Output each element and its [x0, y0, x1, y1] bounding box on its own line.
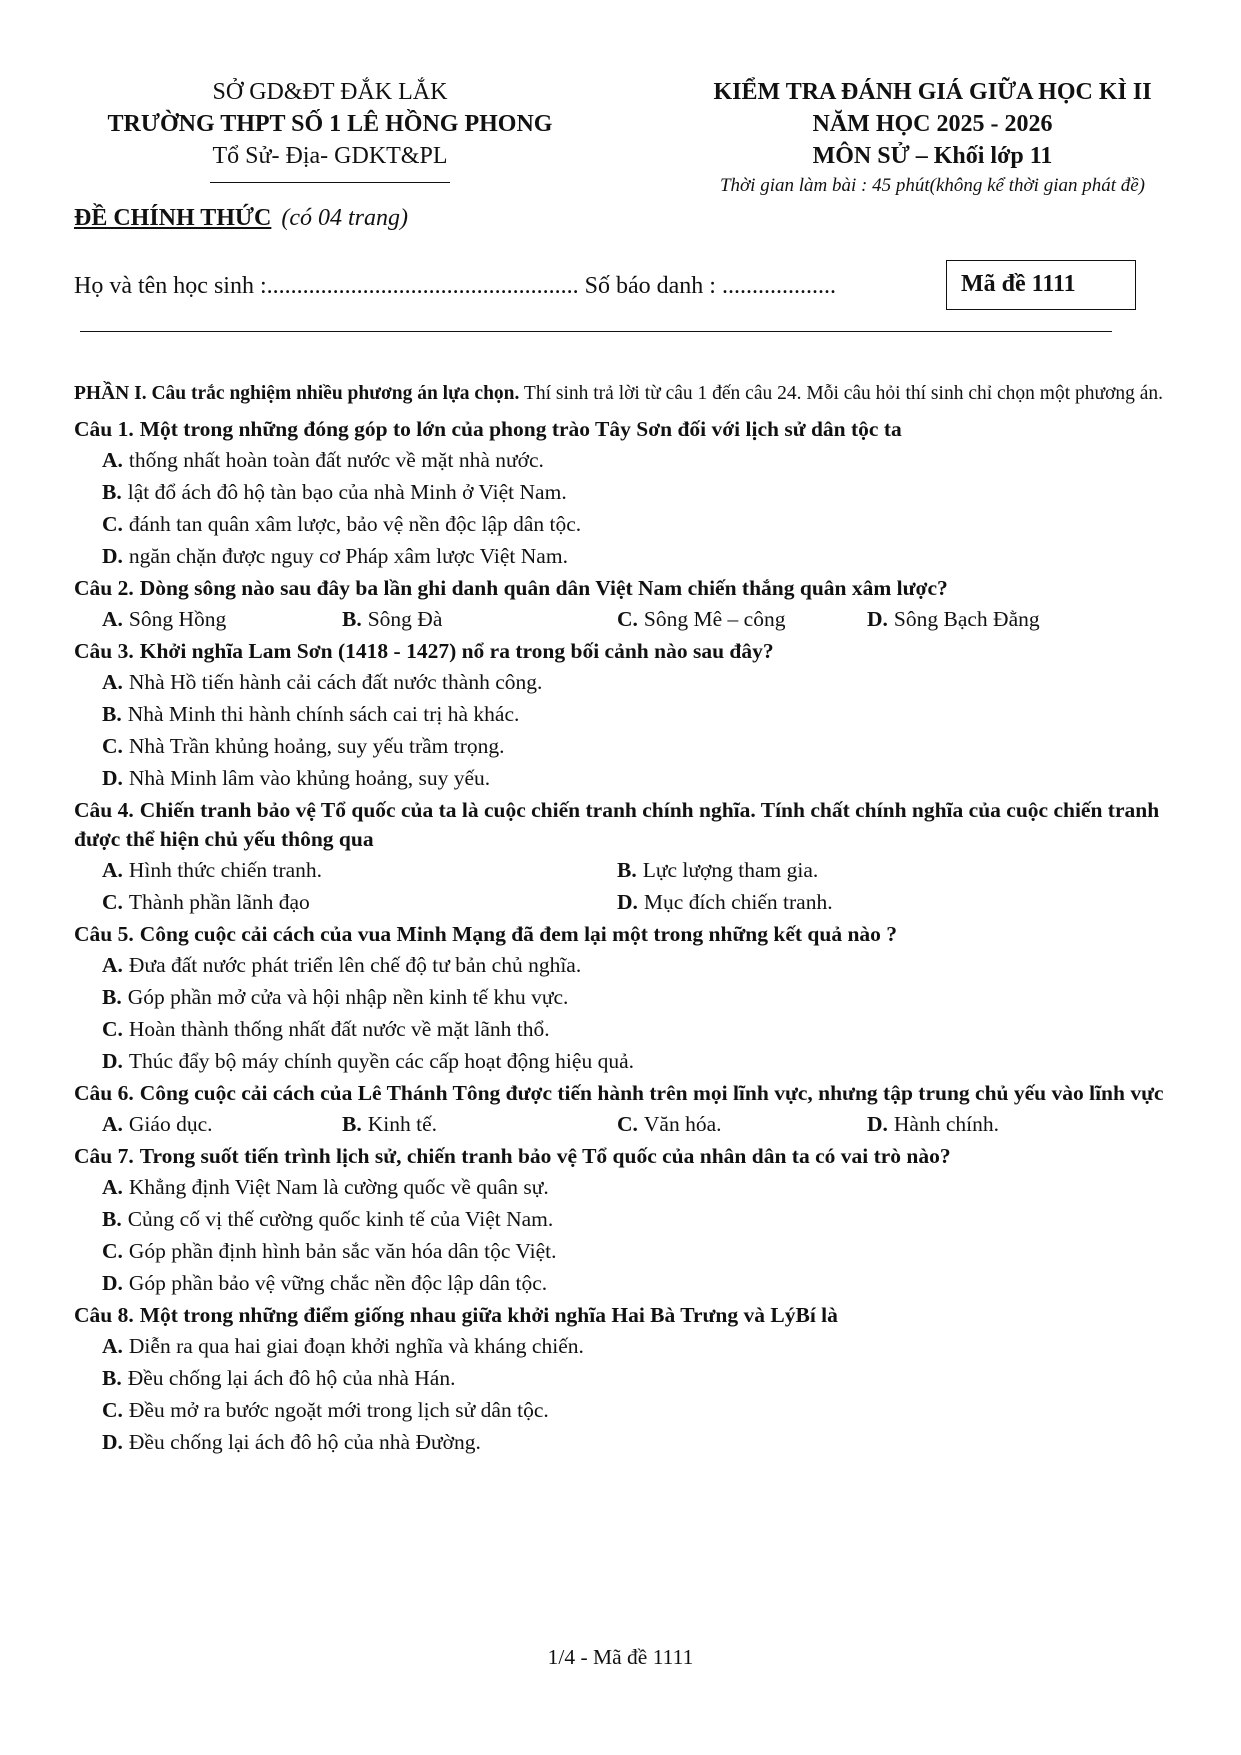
- option-d: [74, 1269, 1174, 1298]
- question-1: [74, 415, 1174, 571]
- option-text: Nhà Hồ tiến hành cải cách đất nước thành công.: [128, 670, 543, 694]
- question-number: Câu 1.: [74, 417, 134, 441]
- question-stem: [74, 415, 1174, 444]
- option-a: [74, 1173, 1174, 1202]
- option-key: A.: [102, 858, 123, 882]
- option-c: [74, 1015, 1174, 1044]
- question-text: Một trong những đóng góp to lớn của phong trào Tây Sơn đối với lịch sử dân tộc ta: [139, 417, 902, 441]
- option-c: [617, 605, 867, 634]
- option-text: Củng cố vị thế cường quốc kinh tế của Việt Nam.: [127, 1207, 554, 1231]
- option-text: Kinh tế.: [367, 1112, 437, 1136]
- student-info-line: Họ và tên học sinh :.................................................... Số báo danh : ...................: [74, 273, 836, 299]
- option-c: [617, 1110, 867, 1139]
- option-text: ngăn chặn được nguy cơ Pháp xâm lược Việt Nam.: [128, 544, 568, 568]
- option-a: [74, 951, 1174, 980]
- question-number: Câu 4.: [74, 798, 134, 822]
- official-exam-label: [74, 202, 408, 234]
- header-bottom-rule: [80, 331, 1112, 332]
- option-d: [74, 764, 1174, 793]
- option-b: [342, 1110, 617, 1139]
- option-a: [74, 1332, 1174, 1361]
- option-text: Văn hóa.: [643, 1112, 722, 1136]
- option-b: [74, 478, 1174, 507]
- option-a: [102, 856, 617, 885]
- option-text: Đều chống lại ách đô hộ của nhà Hán.: [127, 1366, 456, 1390]
- subject-group: Tổ Sử- Địa- GDKT&PL: [212, 143, 448, 169]
- option-text: Sông Bạch Đằng: [893, 607, 1040, 631]
- option-text: Đều chống lại ách đô hộ của nhà Đường.: [128, 1430, 481, 1454]
- option-key: D.: [102, 1049, 123, 1073]
- option-b: [74, 1364, 1174, 1393]
- option-key: B.: [617, 858, 637, 882]
- option-key: C.: [102, 1017, 123, 1041]
- option-text: Nhà Minh lâm vào khủng hoảng, suy yếu.: [128, 766, 491, 790]
- option-text: Đều mở ra bước ngoặt mới trong lịch sử dân tộc.: [128, 1398, 549, 1422]
- option-key: A.: [102, 1112, 123, 1136]
- part-instruction-text: Thí sinh trả lời từ câu 1 đến câu 24. Mỗi câu hỏi thí sinh chỉ chọn một phương án.: [519, 383, 1164, 404]
- option-c: [74, 510, 1174, 539]
- question-text: Công cuộc cải cách của Lê Thánh Tông được tiến hành trên mọi lĩnh vực, nhưng tập trung chủ yếu vào lĩnh vực: [139, 1081, 1164, 1105]
- option-key: B.: [342, 1112, 362, 1136]
- option-key: B.: [102, 985, 122, 1009]
- option-d: [617, 888, 1097, 917]
- option-text: Diễn ra qua hai giai đoạn khởi nghĩa và kháng chiến.: [128, 1334, 584, 1358]
- question-5: [74, 920, 1174, 1076]
- option-text: Nhà Minh thi hành chính sách cai trị hà khác.: [127, 702, 520, 726]
- question-text: Công cuộc cải cách của vua Minh Mạng đã đem lại một trong những kết quả nào ?: [139, 922, 898, 946]
- question-number: Câu 5.: [74, 922, 134, 946]
- option-key: C.: [617, 607, 638, 631]
- question-stem: [74, 796, 1174, 854]
- option-key: B.: [342, 607, 362, 631]
- option-text: Khẳng định Việt Nam là cường quốc về quân sự.: [128, 1175, 549, 1199]
- option-a: [102, 605, 342, 634]
- time-allowed: Thời gian làm bài : 45 phút(không kể thời gian phát đề): [719, 175, 1146, 196]
- option-d: [74, 1428, 1174, 1457]
- option-b: [617, 856, 1097, 885]
- option-key: C.: [102, 734, 123, 758]
- part-instructions: [74, 380, 1174, 407]
- question-number: Câu 2.: [74, 576, 134, 600]
- option-key: B.: [102, 480, 122, 504]
- question-7: [74, 1142, 1174, 1298]
- option-key: A.: [102, 1175, 123, 1199]
- option-text: Giáo dục.: [128, 1112, 213, 1136]
- option-d: [867, 605, 1087, 634]
- option-key: D.: [102, 766, 123, 790]
- option-key: D.: [867, 607, 888, 631]
- question-6: [74, 1079, 1174, 1139]
- option-text: Hình thức chiến tranh.: [128, 858, 323, 882]
- school-name: TRƯỜNG THPT SỐ 1 LÊ HỒNG PHONG: [107, 111, 553, 137]
- question-3: [74, 637, 1174, 793]
- question-stem: [74, 1301, 1174, 1330]
- question-text: Một trong những điểm giống nhau giữa khởi nghĩa Hai Bà Trưng và LýBí là: [139, 1303, 838, 1327]
- option-c: [74, 732, 1174, 761]
- option-b: [342, 605, 617, 634]
- question-stem: [74, 574, 1174, 603]
- header-right: [660, 76, 1205, 200]
- option-text: Thành phần lãnh đạo: [128, 890, 310, 914]
- option-key: A.: [102, 607, 123, 631]
- option-a: [74, 668, 1174, 697]
- subject-grade: MÔN SỬ – Khối lớp 11: [812, 143, 1053, 169]
- official-label: ĐỀ CHÍNH THỨC: [74, 205, 272, 231]
- option-d: [867, 1110, 1087, 1139]
- question-2: [74, 574, 1174, 634]
- option-key: B.: [102, 1207, 122, 1231]
- option-text: Góp phần định hình bản sắc văn hóa dân tộc Việt.: [128, 1239, 557, 1263]
- option-text: Đưa đất nước phát triển lên chế độ tư bản chủ nghĩa.: [128, 953, 582, 977]
- option-row: [74, 605, 1174, 634]
- header-left: [70, 76, 590, 183]
- option-key: A.: [102, 448, 123, 472]
- option-key: D.: [102, 1430, 123, 1454]
- option-key: C.: [102, 1398, 123, 1422]
- exam-title: KIỂM TRA ĐÁNH GIÁ GIỮA HỌC KÌ II: [713, 79, 1152, 105]
- option-text: Sông Đà: [367, 607, 443, 631]
- option-key: D.: [617, 890, 638, 914]
- option-a: [74, 446, 1174, 475]
- question-4: [74, 796, 1174, 917]
- question-number: Câu 7.: [74, 1144, 134, 1168]
- option-row: [74, 856, 1174, 885]
- option-d: [74, 1047, 1174, 1076]
- option-key: B.: [102, 1366, 122, 1390]
- page-footer: 1/4 - Mã đề 1111: [547, 1645, 694, 1669]
- option-text: Góp phần mở cửa và hội nhập nền kinh tế khu vực.: [127, 985, 569, 1009]
- option-text: thống nhất hoàn toàn đất nước về mặt nhà nước.: [128, 448, 544, 472]
- option-a: [102, 1110, 342, 1139]
- header-divider: [210, 182, 450, 183]
- option-key: C.: [102, 890, 123, 914]
- option-key: D.: [102, 1271, 123, 1295]
- option-key: B.: [102, 702, 122, 726]
- question-stem: [74, 1142, 1174, 1171]
- option-text: Góp phần bảo vệ vững chắc nền độc lập dân tộc.: [128, 1271, 548, 1295]
- question-text: Trong suốt tiến trình lịch sử, chiến tranh bảo vệ Tổ quốc của nhân dân ta có vai trò nào?: [139, 1144, 951, 1168]
- option-text: Thúc đẩy bộ máy chính quyền các cấp hoạt động hiệu quả.: [128, 1049, 634, 1073]
- option-text: lật đổ ách đô hộ tàn bạo của nhà Minh ở Việt Nam.: [127, 480, 567, 504]
- question-text: Khởi nghĩa Lam Sơn (1418 - 1427) nổ ra trong bối cảnh nào sau đây?: [139, 639, 774, 663]
- option-key: C.: [102, 1239, 123, 1263]
- department-name: SỞ GD&ĐT ĐẮK LẮK: [212, 79, 448, 105]
- option-key: C.: [102, 512, 123, 536]
- option-row: [74, 1110, 1174, 1139]
- option-text: Hoàn thành thống nhất đất nước về mặt lãnh thổ.: [128, 1017, 550, 1041]
- exam-content: [74, 380, 1174, 1460]
- option-text: Sông Mê – công: [643, 607, 786, 631]
- option-b: [74, 700, 1174, 729]
- question-text: Chiến tranh bảo vệ Tổ quốc của ta là cuộc chiến tranh chính nghĩa. Tính chất chính nghĩa của cuộc chiến tranh được thể hiện chủ yếu thông qua: [74, 798, 1160, 851]
- question-text: Dòng sông nào sau đây ba lần ghi danh quân dân Việt Nam chiến thắng quân xâm lược?: [139, 576, 948, 600]
- option-text: đánh tan quân xâm lược, bảo vệ nền độc lập dân tộc.: [128, 512, 582, 536]
- option-key: D.: [102, 544, 123, 568]
- option-text: Mục đích chiến tranh.: [643, 890, 833, 914]
- question-stem: [74, 1079, 1174, 1108]
- option-key: A.: [102, 1334, 123, 1358]
- question-number: Câu 8.: [74, 1303, 134, 1327]
- question-8: [74, 1301, 1174, 1457]
- option-c: [74, 1237, 1174, 1266]
- question-number: Câu 6.: [74, 1081, 134, 1105]
- option-text: Lực lượng tham gia.: [642, 858, 819, 882]
- option-d: [74, 542, 1174, 571]
- option-text: Sông Hồng: [128, 607, 227, 631]
- option-c: [102, 888, 617, 917]
- exam-code-box: Mã đề 1111: [946, 260, 1136, 310]
- option-b: [74, 983, 1174, 1012]
- question-stem: [74, 637, 1174, 666]
- option-key: A.: [102, 670, 123, 694]
- option-text: Hành chính.: [893, 1112, 999, 1136]
- option-key: C.: [617, 1112, 638, 1136]
- option-b: [74, 1205, 1174, 1234]
- option-c: [74, 1396, 1174, 1425]
- question-number: Câu 3.: [74, 639, 134, 663]
- option-key: A.: [102, 953, 123, 977]
- school-year: NĂM HỌC 2025 - 2026: [812, 111, 1053, 137]
- question-stem: [74, 920, 1174, 949]
- option-key: D.: [867, 1112, 888, 1136]
- part-title: PHẦN I. Câu trắc nghiệm nhiều phương án lựa chọn.: [74, 383, 520, 404]
- option-row: [74, 888, 1174, 917]
- page-count-note: (có 04 trang): [281, 205, 409, 231]
- option-text: Nhà Trần khủng hoảng, suy yếu trầm trọng.: [128, 734, 505, 758]
